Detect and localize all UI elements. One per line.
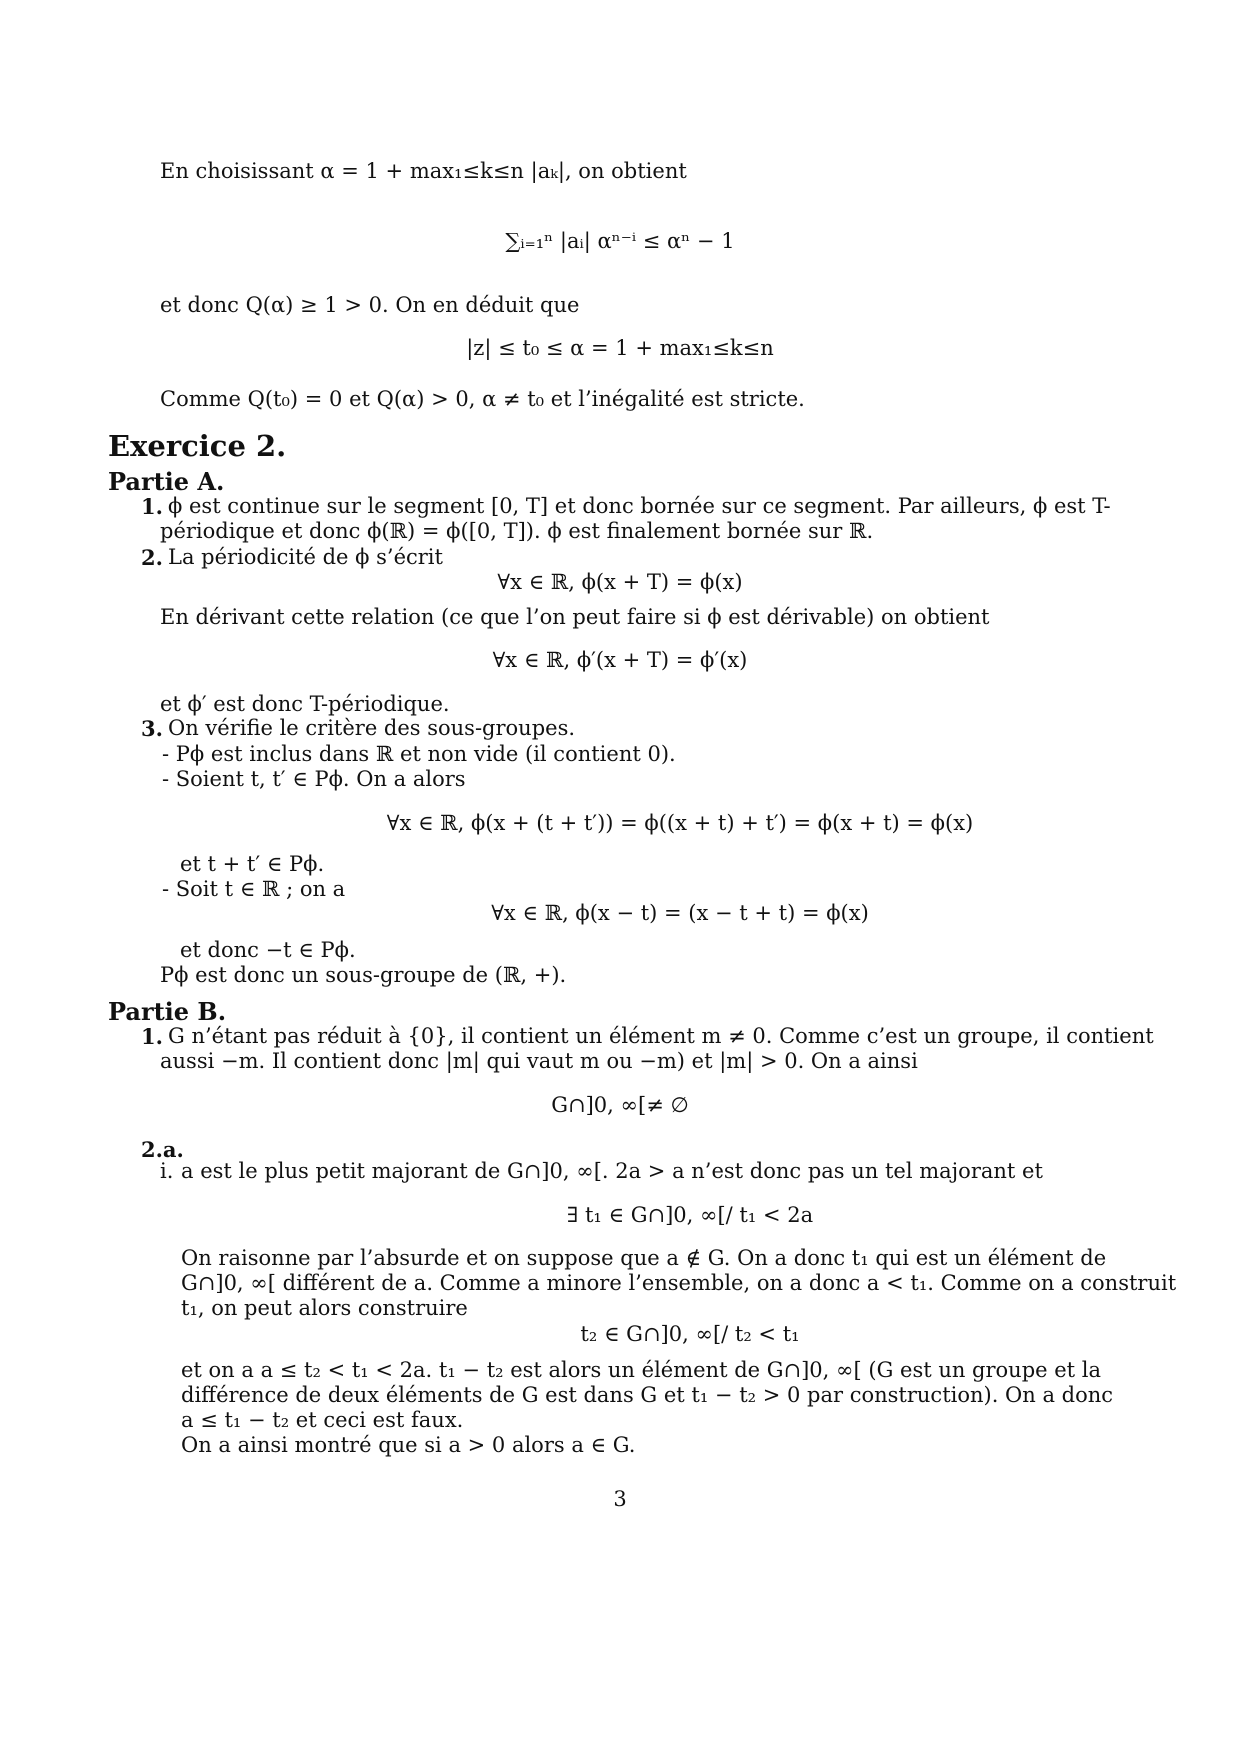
equation-sum-closure: ∀x ∈ ℝ, ϕ(x + (t + t′)) = ϕ((x + t) + t′) = ϕ(x + t) = ϕ(x): [386, 811, 974, 835]
paragraph-line: et donc Q(α) ≥ 1 > 0. On en déduit que: [160, 293, 580, 317]
paragraph-line: On a ainsi montré que si a > 0 alors a ∈ G.: [181, 1433, 636, 1457]
bullet-item: - Soit t ∈ ℝ ; on a: [162, 877, 346, 901]
paragraph-line: et donc −t ∈ Pϕ.: [180, 938, 356, 962]
paragraph-line: G n’étant pas réduit à {0}, il contient un élément m ≠ 0. Comme c’est un groupe, il contient: [168, 1024, 1154, 1048]
subitem-number: i.: [160, 1159, 174, 1183]
part-a-title: Partie A.: [108, 467, 225, 496]
paragraph-line: Pϕ est donc un sous-groupe de (ℝ, +).: [160, 963, 567, 987]
bullet-item: - Soient t, t′ ∈ Pϕ. On a alors: [162, 767, 466, 791]
equation-nonempty: G∩]0, ∞[≠ ∅: [551, 1093, 689, 1117]
paragraph-line: La périodicité de ϕ s’écrit: [168, 545, 443, 569]
paragraph-line: t₁, on peut alors construire: [181, 1296, 468, 1320]
paragraph-line: On vérifie le critère des sous-groupes.: [168, 716, 576, 740]
equation-inverse: ∀x ∈ ℝ, ϕ(x − t) = (x − t + t) = ϕ(x): [491, 901, 869, 925]
paragraph-line: et ϕ′ est donc T-périodique.: [160, 692, 450, 716]
paragraph-line: On raisonne par l’absurde et on suppose que a ∉ G. On a donc t₁ qui est un élément de: [181, 1246, 1107, 1270]
question-number: 1.: [141, 494, 163, 519]
equation-periodicity: ∀x ∈ ℝ, ϕ(x + T) = ϕ(x): [497, 570, 743, 594]
part-b-title: Partie B.: [108, 997, 227, 1026]
paragraph-line: et on a a ≤ t₂ < t₁ < 2a. t₁ − t₂ est alors un élément de G∩]0, ∞[ (G est un groupe et la: [181, 1358, 1102, 1382]
paragraph-line: différence de deux éléments de G est dans G et t₁ − t₂ > 0 par construction). On a donc: [181, 1383, 1114, 1407]
page-number: 3: [613, 1487, 627, 1511]
question-label-2a: 2.a.: [141, 1137, 184, 1162]
question-number: 2.: [141, 545, 163, 570]
equation-t2: t₂ ∈ G∩]0, ∞[/ t₂ < t₁: [580, 1322, 800, 1346]
paragraph-line: En dérivant cette relation (ce que l’on peut faire si ϕ est dérivable) on obtient: [160, 605, 990, 629]
paragraph-line: G∩]0, ∞[ différent de a. Comme a minore l’ensemble, on a donc a < t₁. Comme on a construit: [181, 1271, 1177, 1295]
paragraph-line: Comme Q(t₀) = 0 et Q(α) > 0, α ≠ t₀ et l’inégalité est stricte.: [160, 387, 805, 411]
question-number: 1.: [141, 1024, 163, 1049]
exercise-title: Exercice 2.: [108, 429, 287, 463]
bullet-item: - Pϕ est inclus dans ℝ et non vide (il contient 0).: [162, 742, 676, 766]
equation-sum: ∑ᵢ₌₁ⁿ |aᵢ| αⁿ⁻ⁱ ≤ αⁿ − 1: [505, 229, 735, 253]
question-number: 3.: [141, 716, 163, 741]
paragraph-line: aussi −m. Il contient donc |m| qui vaut m ou −m) et |m| > 0. On a ainsi: [160, 1049, 918, 1073]
equation-bound: |z| ≤ t₀ ≤ α = 1 + max₁≤k≤n: [466, 336, 774, 360]
equation-derivative: ∀x ∈ ℝ, ϕ′(x + T) = ϕ′(x): [492, 648, 748, 672]
equation-exists-t1: ∃ t₁ ∈ G∩]0, ∞[/ t₁ < 2a: [566, 1203, 814, 1227]
paragraph-line: a ≤ t₁ − t₂ et ceci est faux.: [181, 1408, 464, 1432]
paragraph-line: En choisissant α = 1 + max₁≤k≤n |aₖ|, on obtient: [160, 159, 687, 183]
paragraph-line: a est le plus petit majorant de G∩]0, ∞[. 2a > a n’est donc pas un tel majorant et: [181, 1159, 1043, 1183]
paragraph-line: ϕ est continue sur le segment [0, T] et donc bornée sur ce segment. Par ailleurs, ϕ est T-: [168, 494, 1111, 518]
paragraph-line: et t + t′ ∈ Pϕ.: [180, 852, 325, 876]
paragraph-line: périodique et donc ϕ(ℝ) = ϕ([0, T]). ϕ est finalement bornée sur ℝ.: [160, 519, 874, 543]
